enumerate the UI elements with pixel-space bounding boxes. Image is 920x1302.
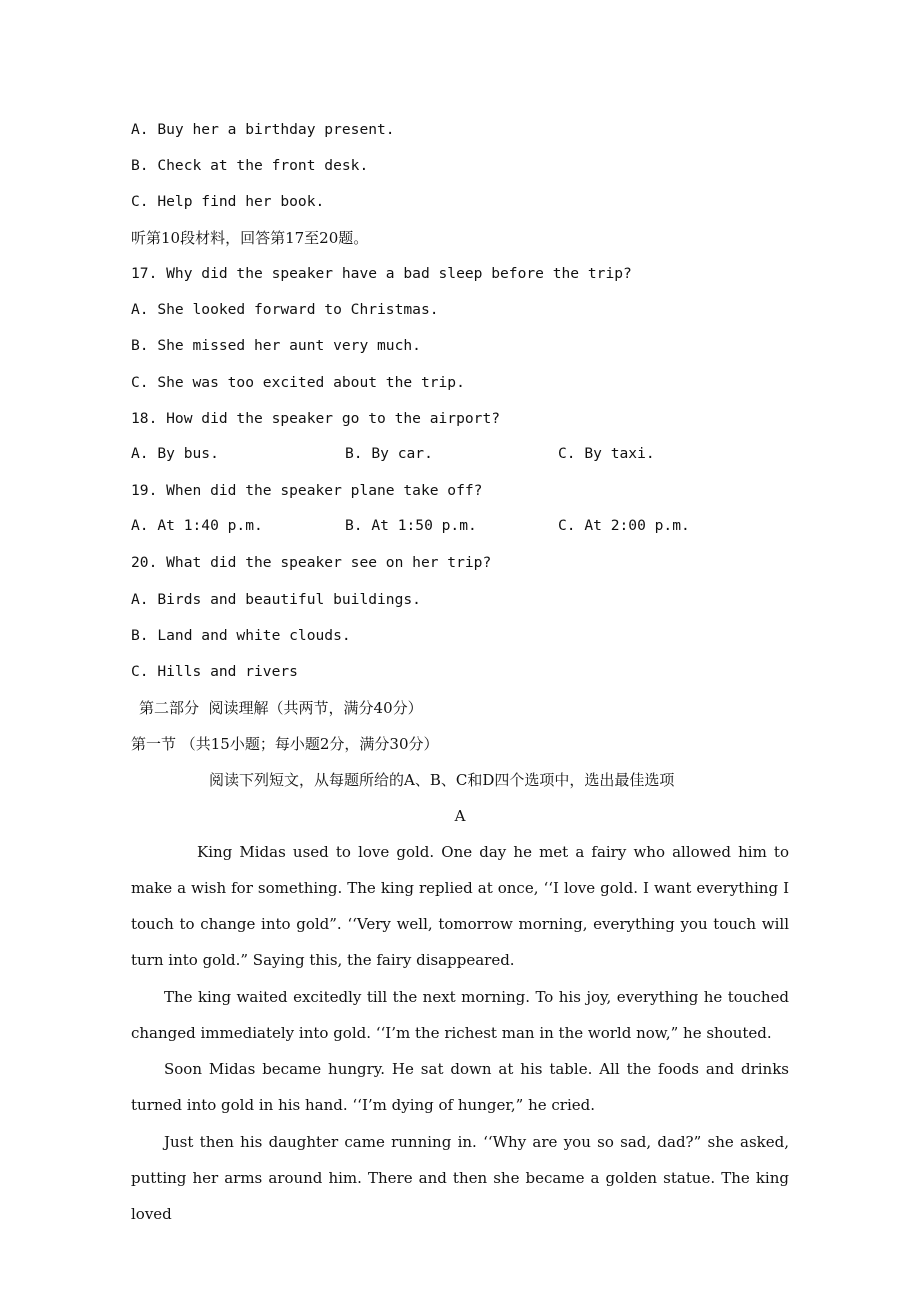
q20-option-a: A. Birds and beautiful buildings. xyxy=(131,591,421,608)
passage-paragraph-2: The king waited excitedly till the next morning. To his joy, everything he touched changed immediately into gold. ‘‘I’m the richest man in the world now,” he shouted. xyxy=(131,988,789,1042)
q20-option-b: B. Land and white clouds. xyxy=(131,627,351,644)
passage-paragraph-1: King Midas used to love gold. One day he met a fairy who allowed him to make a wish for something. The king replied at once, ‘‘I love gold. I want everything I touch to change into gold”. ‘‘Very well, tomorrow morning, everything you touch will turn into gold.” Saying this, the fairy disappeared. xyxy=(131,843,789,969)
q20-option-c: C. Hills and rivers xyxy=(131,663,298,680)
section1-heading: 第一节 （共15小题；每小题2分，满分30分） xyxy=(131,735,439,753)
q19-option-c: C. At 2:00 p.m. xyxy=(558,517,690,534)
q17-option-c: C. She was too excited about the trip. xyxy=(131,374,465,391)
q16-option-b: B. Check at the front desk. xyxy=(131,157,369,174)
q17-stem: 17. Why did the speaker have a bad sleep before the trip? xyxy=(131,265,632,282)
section10-intro: 听第10段材料，回答第17至20题。 xyxy=(131,229,369,247)
part2-heading: 第二部分 阅读理解（共两节，满分40分） xyxy=(139,699,423,717)
q17-option-b: B. She missed her aunt very much. xyxy=(131,337,421,354)
q17-option-a: A. She looked forward to Christmas. xyxy=(131,301,439,318)
q18-option-a: A. By bus. xyxy=(131,445,219,462)
instruction: 阅读下列短文，从每题所给的A、B、C和D四个选项中，选出最佳选项 xyxy=(209,771,675,789)
q19-stem: 19. When did the speaker plane take off? xyxy=(131,482,483,499)
passage-paragraph-3: Soon Midas became hungry. He sat down at his table. All the foods and drinks turned into gold in his hand. ‘‘I’m dying of hunger,” he cried. xyxy=(131,1060,789,1114)
q20-stem: 20. What did the speaker see on her trip? xyxy=(131,554,492,571)
q18-options-row xyxy=(131,445,791,465)
q19-option-a: A. At 1:40 p.m. xyxy=(131,517,263,534)
q16-option-c: C. Help find her book. xyxy=(131,193,325,210)
q19-options-row xyxy=(131,517,791,537)
q19-option-b: B. At 1:50 p.m. xyxy=(345,517,477,534)
q18-option-b: B. By car. xyxy=(345,445,433,462)
passage-paragraph-4: Just then his daughter came running in. ‘‘Why are you so sad, dad?” she asked, putting her arms around him. There and then she became a golden statue. The king loved xyxy=(131,1133,789,1223)
passage-label: A xyxy=(454,807,466,825)
q16-option-a: A. Buy her a birthday present. xyxy=(131,121,395,138)
q18-stem: 18. How did the speaker go to the airport? xyxy=(131,410,501,427)
q18-option-c: C. By taxi. xyxy=(558,445,655,462)
